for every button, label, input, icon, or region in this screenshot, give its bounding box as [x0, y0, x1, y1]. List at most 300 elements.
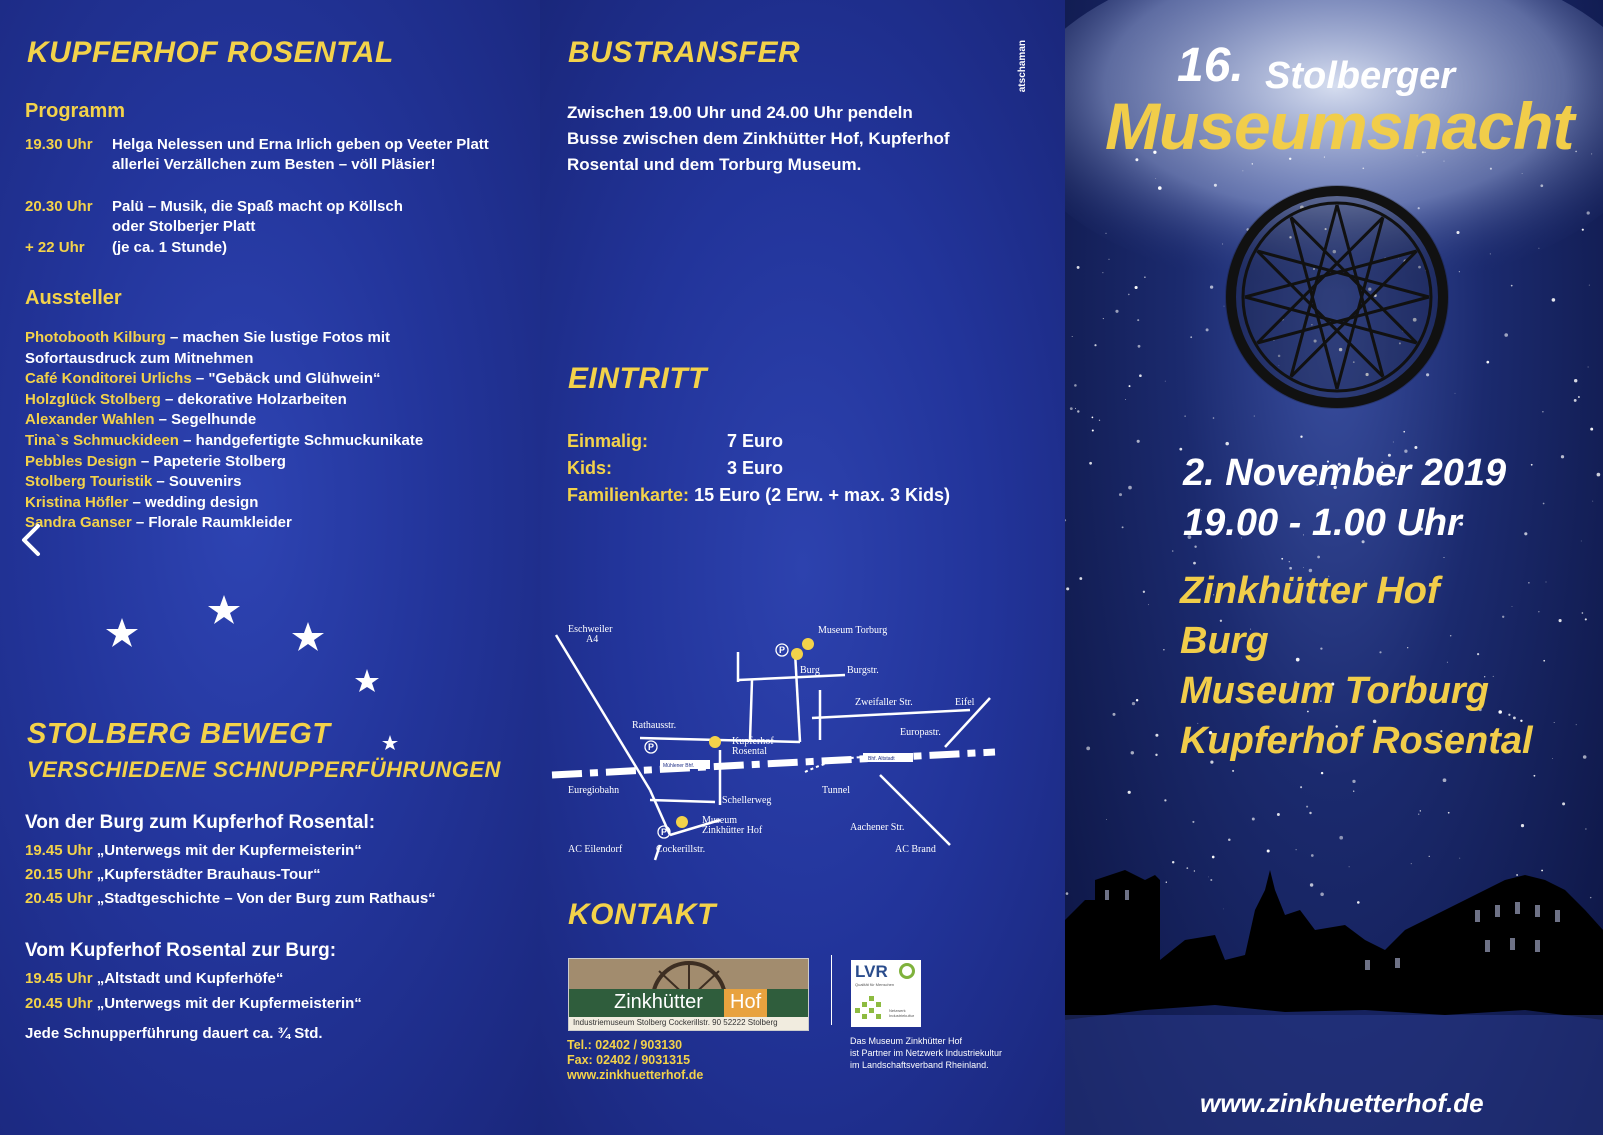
netzwerk-text: Netzwerk Industriekultur: [889, 1008, 915, 1018]
price-label: Kids:: [567, 458, 612, 478]
star-dot: [1143, 591, 1145, 593]
star-dot: [1158, 186, 1162, 190]
star-dot: [1075, 408, 1076, 409]
star-dot: [1074, 384, 1077, 387]
tour-item: [25, 842, 362, 859]
star-dot: [1066, 892, 1069, 895]
star-dot: [1588, 367, 1589, 368]
map-label: Europastr.: [900, 727, 941, 738]
tour-title: „Unterwegs mit der Kupfermeisterin“: [92, 995, 362, 1012]
star-dot: [1528, 582, 1530, 584]
chevron-left-icon[interactable]: [14, 522, 50, 558]
star-dot: [1224, 306, 1225, 307]
star-dot: [1320, 893, 1324, 897]
price-value: 15 Euro (2 Erw. + max. 3 Kids): [694, 485, 950, 505]
parking-label: P: [779, 645, 786, 655]
star-dot: [1349, 866, 1350, 867]
program-heading: Programm: [25, 100, 126, 122]
location-item: Kupferhof Rosental: [1180, 720, 1533, 762]
star-dot: [1585, 618, 1587, 620]
star-dot: [1208, 877, 1209, 878]
star-dot: [1455, 393, 1456, 394]
star-dot: [1493, 676, 1494, 677]
exhibitors-heading: Aussteller: [25, 287, 122, 309]
star-dot: [1103, 318, 1104, 319]
star-dot: [1513, 717, 1516, 720]
star-dot: [1186, 867, 1188, 869]
right-panel: [1065, 0, 1603, 1135]
star-dot: [1576, 724, 1577, 725]
tour-item: [25, 890, 436, 907]
lvr-text: LVR: [855, 962, 888, 981]
star-dot: [1164, 799, 1166, 801]
program-text: (je ca. 1 Stunde): [112, 239, 228, 256]
logo-bar: [569, 989, 808, 1017]
partner-line: ist Partner im Netzwerk Industriekultur: [850, 1048, 1003, 1058]
exhibitor-item: [25, 409, 256, 430]
star-dot: [1128, 486, 1132, 490]
price-row: [567, 455, 950, 482]
event-name-main: Museumsnacht: [1105, 89, 1574, 163]
kontakt-title: KONTAKT: [568, 898, 716, 931]
star-dot: [1339, 836, 1343, 840]
map-label: Euregiobahn: [568, 785, 620, 796]
exhibitor-name: Photobooth Kilburg: [25, 329, 166, 346]
star-dot: [1077, 266, 1080, 269]
star-dot: [1403, 431, 1405, 433]
star-dot: [1296, 849, 1297, 850]
star-dot: [1137, 440, 1140, 443]
map-label: Museum: [702, 815, 737, 826]
map-label: Bhf. Altstadt: [868, 756, 895, 762]
star-dot: [1243, 171, 1244, 172]
divider: [831, 955, 832, 1025]
star-dot: [1155, 734, 1158, 737]
star-dot: [1108, 259, 1109, 260]
route2-heading: Vom Kupferhof Rosental zur Burg:: [25, 940, 337, 961]
exhibitor-item: [25, 327, 390, 348]
star-dot: [1089, 462, 1092, 465]
partner-line: im Landschaftsverband Rheinland.: [850, 1060, 989, 1070]
star-icon: [382, 735, 398, 750]
star-dot: [1511, 285, 1513, 287]
star-dot: [1502, 616, 1504, 618]
star-dot: [1546, 582, 1547, 583]
star-dot: [1490, 168, 1492, 170]
left-panel: [0, 0, 540, 1135]
star-dot: [1459, 858, 1460, 859]
star-dot: [1542, 411, 1543, 412]
exhibitor-name: Café Konditorei Urlichs: [25, 370, 192, 388]
star-dot: [1155, 178, 1156, 179]
tour-time: 20.15 Uhr: [25, 866, 93, 883]
exhibitor-item: [25, 451, 286, 472]
program-item: [25, 238, 525, 260]
star-dot: [1300, 786, 1302, 788]
star-dot: [1443, 778, 1447, 782]
map-label: Burg: [800, 665, 820, 676]
star-dot: [1522, 173, 1523, 174]
exhibitor-name: Alexander Wahlen: [25, 411, 155, 429]
logo-text: Zinkhütter: [614, 991, 703, 1013]
star-dot: [1122, 526, 1124, 528]
star-dot: [1552, 298, 1556, 302]
star-dot: [1228, 839, 1231, 842]
exhibitor-name: Tina`s Schmuckideen: [25, 432, 179, 449]
star-dot: [1498, 710, 1502, 714]
star-dot: [1590, 897, 1591, 898]
star-wheel-icon: [1225, 185, 1449, 409]
star-dot: [1252, 818, 1255, 821]
star-dot: [1444, 557, 1445, 558]
tour-item: [25, 995, 362, 1012]
star-dot: [1352, 780, 1355, 783]
exhibitor-item: [25, 492, 258, 513]
star-dot: [1232, 770, 1234, 772]
star-dot: [1429, 856, 1430, 857]
star-dot: [1148, 604, 1149, 605]
location-item: Burg: [1180, 620, 1269, 662]
star-dot: [1223, 909, 1224, 910]
star-dot: [1533, 775, 1535, 777]
star-dot: [1092, 429, 1094, 431]
price-table: [567, 428, 950, 509]
kupferhof-title: KUPFERHOF ROSENTAL: [27, 36, 394, 69]
star-dot: [1581, 541, 1582, 542]
star-dot: [1420, 810, 1421, 811]
partner-line: Das Museum Zinkhütter Hof: [850, 1036, 963, 1046]
exhibitor-item: [25, 348, 253, 369]
star-dot: [1582, 229, 1584, 231]
star-dot: [1129, 385, 1131, 387]
price-value: 3 Euro: [727, 458, 784, 478]
exhibitor-description: – wedding design: [128, 493, 259, 511]
zinkhuetter-logo: [568, 958, 809, 1031]
star-dot: [1194, 545, 1196, 547]
star-dot: [1540, 184, 1543, 187]
star-dot: [1543, 660, 1545, 662]
tour-time: 19.45 Uhr: [25, 970, 93, 987]
contact-fax: Fax: 02402 / 9031315: [567, 1053, 691, 1067]
star-dot: [1132, 702, 1135, 705]
logo-text: Hof: [724, 989, 767, 1017]
tour-title: „Kupferstädter Brauhaus-Tour“: [92, 866, 321, 883]
star-dot: [1450, 635, 1451, 636]
event-number: 16.: [1177, 39, 1244, 92]
star-dot: [1306, 806, 1308, 808]
star-dot: [1138, 345, 1141, 348]
star-dot: [1165, 381, 1166, 382]
exhibitor-description: – machen Sie lustige Fotos mit: [165, 329, 391, 346]
event-website[interactable]: www.zinkhuetterhof.de: [1200, 1088, 1484, 1118]
map-label: Zweifaller Str.: [855, 697, 913, 708]
exhibitor-item: [25, 389, 347, 410]
star-dot: [1538, 611, 1539, 612]
exhibitor-description: – dekorative Holzarbeiten: [160, 390, 347, 408]
star-dot: [1077, 410, 1079, 412]
tour-time: 20.45 Uhr: [25, 995, 93, 1012]
star-dot: [1210, 285, 1213, 288]
event-date: 2. November 2019: [1183, 452, 1507, 494]
star-dot: [1456, 231, 1459, 234]
star-dot: [1193, 562, 1196, 565]
tour-time: 19.45 Uhr: [25, 842, 93, 859]
star-dot: [1086, 747, 1090, 751]
star-dot: [1353, 791, 1354, 792]
star-dot: [1578, 396, 1580, 398]
tour-time: 20.45 Uhr: [25, 890, 93, 907]
star-dot: [1214, 184, 1217, 187]
map-label: Eschweiler: [568, 624, 613, 635]
star-dot: [1277, 813, 1280, 816]
map-label: Cockerillstr.: [656, 844, 706, 855]
star-icon: [355, 669, 379, 692]
star-dot: [1190, 336, 1192, 338]
star-dot: [1105, 233, 1106, 234]
exhibitor-item: [25, 368, 381, 389]
event-time: 19.00 - 1.00 Uhr: [1183, 502, 1462, 544]
star-dot: [1477, 653, 1479, 655]
program-text: Helga Nelessen und Erna Irlich geben op Veeter Platt allerlei Verzällchen zum Besten – völl Pläsier!: [112, 136, 489, 173]
map-label: Zinkhütter Hof: [702, 825, 763, 836]
star-icon: [106, 618, 138, 647]
star-dot: [1585, 828, 1586, 829]
star-dot: [1102, 272, 1103, 273]
star-dot: [1357, 901, 1360, 904]
star-dot: [1254, 416, 1255, 417]
star-dot: [1139, 374, 1142, 377]
map-label: A4: [586, 634, 599, 645]
star-dot: [1562, 802, 1565, 805]
exhibitor-description: – "Gebäck und Glühwein“: [191, 370, 381, 388]
map-label: Rathausstr.: [632, 720, 677, 731]
map-roads: [556, 635, 990, 860]
map-label: AC Eilendorf: [568, 844, 623, 855]
star-dot: [1163, 649, 1164, 650]
bustransfer-title: BUSTRANSFER: [568, 36, 801, 69]
bustransfer-line: Zwischen 19.00 Uhr und 24.00 Uhr pendeln: [567, 103, 913, 122]
star-dot: [1106, 819, 1107, 820]
event-name-top: Stolberger: [1265, 55, 1456, 97]
star-dot: [1379, 651, 1381, 653]
credit-text: atschaman: [1017, 40, 1028, 93]
exhibitor-item: [25, 430, 423, 451]
star-dot: [1222, 244, 1223, 245]
star-dot: [1418, 814, 1419, 815]
price-label: Einmalig:: [567, 431, 649, 451]
star-dot: [1589, 285, 1590, 286]
star-dot: [1414, 446, 1417, 449]
star-dot: [1094, 344, 1096, 346]
map-label: Schellerweg: [722, 795, 772, 806]
program-text: Palü – Musik, die Spaß macht op Köllsch oder Stolberjer Platt: [112, 198, 403, 235]
star-dot: [1131, 751, 1134, 754]
star-dot: [1289, 561, 1290, 562]
exhibitor-name: Sandra Ganser: [25, 514, 132, 532]
location-item: Zinkhütter Hof: [1180, 570, 1440, 612]
exhibitor-name: Pebbles Design: [25, 452, 137, 470]
map-label: Museum Torburg: [818, 625, 888, 636]
location-item: Museum Torburg: [1180, 670, 1489, 712]
exhibitor-description: – Florale Raumkleider: [131, 514, 292, 532]
star-dot: [1115, 310, 1118, 313]
star-dot: [1136, 699, 1138, 701]
star-dot: [1508, 714, 1510, 716]
star-dot: [1192, 821, 1194, 823]
star-dot: [1309, 812, 1311, 814]
route1-heading: Von der Burg zum Kupferhof Rosental:: [25, 812, 376, 833]
star-dot: [1504, 333, 1508, 337]
star-dot: [1490, 253, 1491, 254]
price-row: [567, 482, 950, 509]
map-label: Aachener Str.: [850, 822, 905, 833]
star-dot: [1362, 167, 1364, 169]
star-dot: [1155, 754, 1157, 756]
star-dot: [1300, 436, 1302, 438]
star-dot: [1225, 442, 1229, 446]
star-dot: [1512, 606, 1513, 607]
star-dot: [1303, 567, 1304, 568]
star-dot: [1574, 379, 1577, 382]
logo-caption: Industriemuseum Stolberg Cockerillstr. 90 52222 Stolberg: [573, 1018, 778, 1027]
star-dot: [1531, 464, 1533, 466]
lvr-tagline: Qualität für Menschen: [855, 982, 895, 987]
star-dot: [1092, 417, 1094, 419]
program-time: 19.30 Uhr: [25, 136, 93, 153]
lvr-logo: [851, 960, 921, 1027]
map-label: Tunnel: [822, 785, 850, 796]
star-icon: [208, 595, 240, 624]
star-dot: [1407, 647, 1408, 648]
star-dot: [1119, 493, 1122, 496]
stolberg-bewegt-title: STOLBERG BEWEGT: [27, 718, 331, 750]
program-item: [25, 135, 525, 177]
star-dot: [1524, 532, 1527, 535]
program-item: [25, 197, 525, 239]
star-dot: [1538, 248, 1539, 249]
star-dot: [1079, 577, 1082, 580]
star-dot: [1311, 854, 1314, 857]
star-dot: [1516, 874, 1518, 876]
skyline: [1065, 870, 1603, 1020]
star-dot: [1561, 455, 1564, 458]
eintritt-title: EINTRITT: [568, 362, 707, 395]
star-dot: [1135, 286, 1138, 289]
star-dot: [1459, 271, 1460, 272]
star-dot: [1521, 824, 1524, 827]
star-dot: [1179, 448, 1182, 451]
star-dot: [1072, 336, 1073, 337]
star-dot: [1137, 319, 1139, 321]
star-dot: [1587, 211, 1590, 214]
bustransfer-text: [567, 100, 950, 178]
night-sky: [1065, 0, 1603, 1135]
parking-label: P: [648, 742, 655, 752]
star-dot: [1310, 883, 1313, 886]
star-dot: [1554, 722, 1555, 723]
tour-title: „Stadtgeschichte – Von der Burg zum Rathaus“: [92, 890, 436, 907]
rail-line: [552, 752, 995, 775]
star-dot: [1575, 151, 1577, 153]
exhibitor-item: [25, 471, 241, 492]
star-dot: [1128, 791, 1131, 794]
star-icon: [292, 622, 324, 651]
map-label: Eifel: [955, 697, 975, 708]
map-label: Mühlener Bhf.: [663, 763, 695, 769]
star-dot: [1113, 713, 1116, 716]
exhibitor-name: Kristina Höfler: [25, 493, 129, 511]
star-dot: [1099, 420, 1100, 421]
exhibitor-description: – Segelhunde: [154, 411, 257, 429]
star-dot: [1065, 519, 1066, 521]
route-map: [550, 610, 1010, 880]
price-row: [567, 428, 950, 455]
exhibitor-description: Sofortausdruck zum Mitnehmen: [25, 349, 254, 367]
program-time: 20.30 Uhr: [25, 198, 93, 215]
map-label: Burgstr.: [847, 665, 879, 676]
star-dot: [1543, 503, 1545, 505]
star-dot: [1590, 428, 1593, 431]
star-dot: [1552, 758, 1553, 759]
star-dot: [1418, 207, 1420, 209]
middle-panel: [540, 0, 1065, 1135]
exhibitor-name: Holzglück Stolberg: [25, 390, 161, 408]
price-value: 7 Euro: [727, 431, 784, 451]
map-label: Kupferhof: [732, 736, 774, 747]
star-dot: [1597, 473, 1601, 477]
exhibitor-description: – Souvenirs: [152, 473, 242, 491]
star-dot: [1411, 863, 1412, 864]
star-dot: [1212, 856, 1215, 859]
contact-phone: Tel.: 02402 / 903130: [567, 1038, 683, 1052]
tour-item: [25, 866, 321, 883]
parking-label: P: [661, 827, 668, 837]
star-dot: [1320, 647, 1322, 649]
exhibitor-name: Stolberg Touristik: [25, 473, 153, 491]
program-time: + 22 Uhr: [25, 239, 85, 256]
star-dot: [1426, 373, 1429, 376]
star-dot: [1210, 879, 1212, 881]
star-dot: [1583, 755, 1587, 759]
exhibitor-description: – Papeterie Stolberg: [136, 452, 286, 470]
star-dot: [1296, 658, 1300, 662]
tour-item: [25, 970, 283, 987]
star-dot: [1128, 294, 1130, 296]
star-dot: [1486, 361, 1489, 364]
contact-website[interactable]: www.zinkhuetterhof.de: [567, 1068, 704, 1082]
tour-title: „Altstadt und Kupferhöfe“: [92, 970, 284, 987]
contact-details: [567, 1038, 703, 1083]
bustransfer-line: Busse zwischen dem Zinkhütter Hof, Kupferhof: [567, 129, 950, 148]
star-dot: [1281, 558, 1283, 560]
star-dot: [1317, 556, 1320, 559]
star-dot: [1194, 870, 1195, 871]
star-dot: [1206, 328, 1209, 331]
exhibitor-item: [25, 512, 292, 533]
star-dot: [1184, 415, 1185, 416]
netzwerk-icon: [855, 996, 885, 1024]
star-dot: [1321, 772, 1323, 774]
star-dot: [1172, 550, 1174, 552]
duration-note: Jede Schnupperführung dauert ca. ¾ Std.: [25, 1025, 323, 1042]
lvr-ring-icon: [899, 963, 915, 979]
star-dot: [1172, 861, 1174, 863]
star-dot: [1574, 399, 1577, 402]
star-dot: [1582, 612, 1584, 614]
star-dot: [1267, 849, 1270, 852]
star-dot: [1393, 442, 1394, 443]
star-dot: [1591, 153, 1592, 154]
